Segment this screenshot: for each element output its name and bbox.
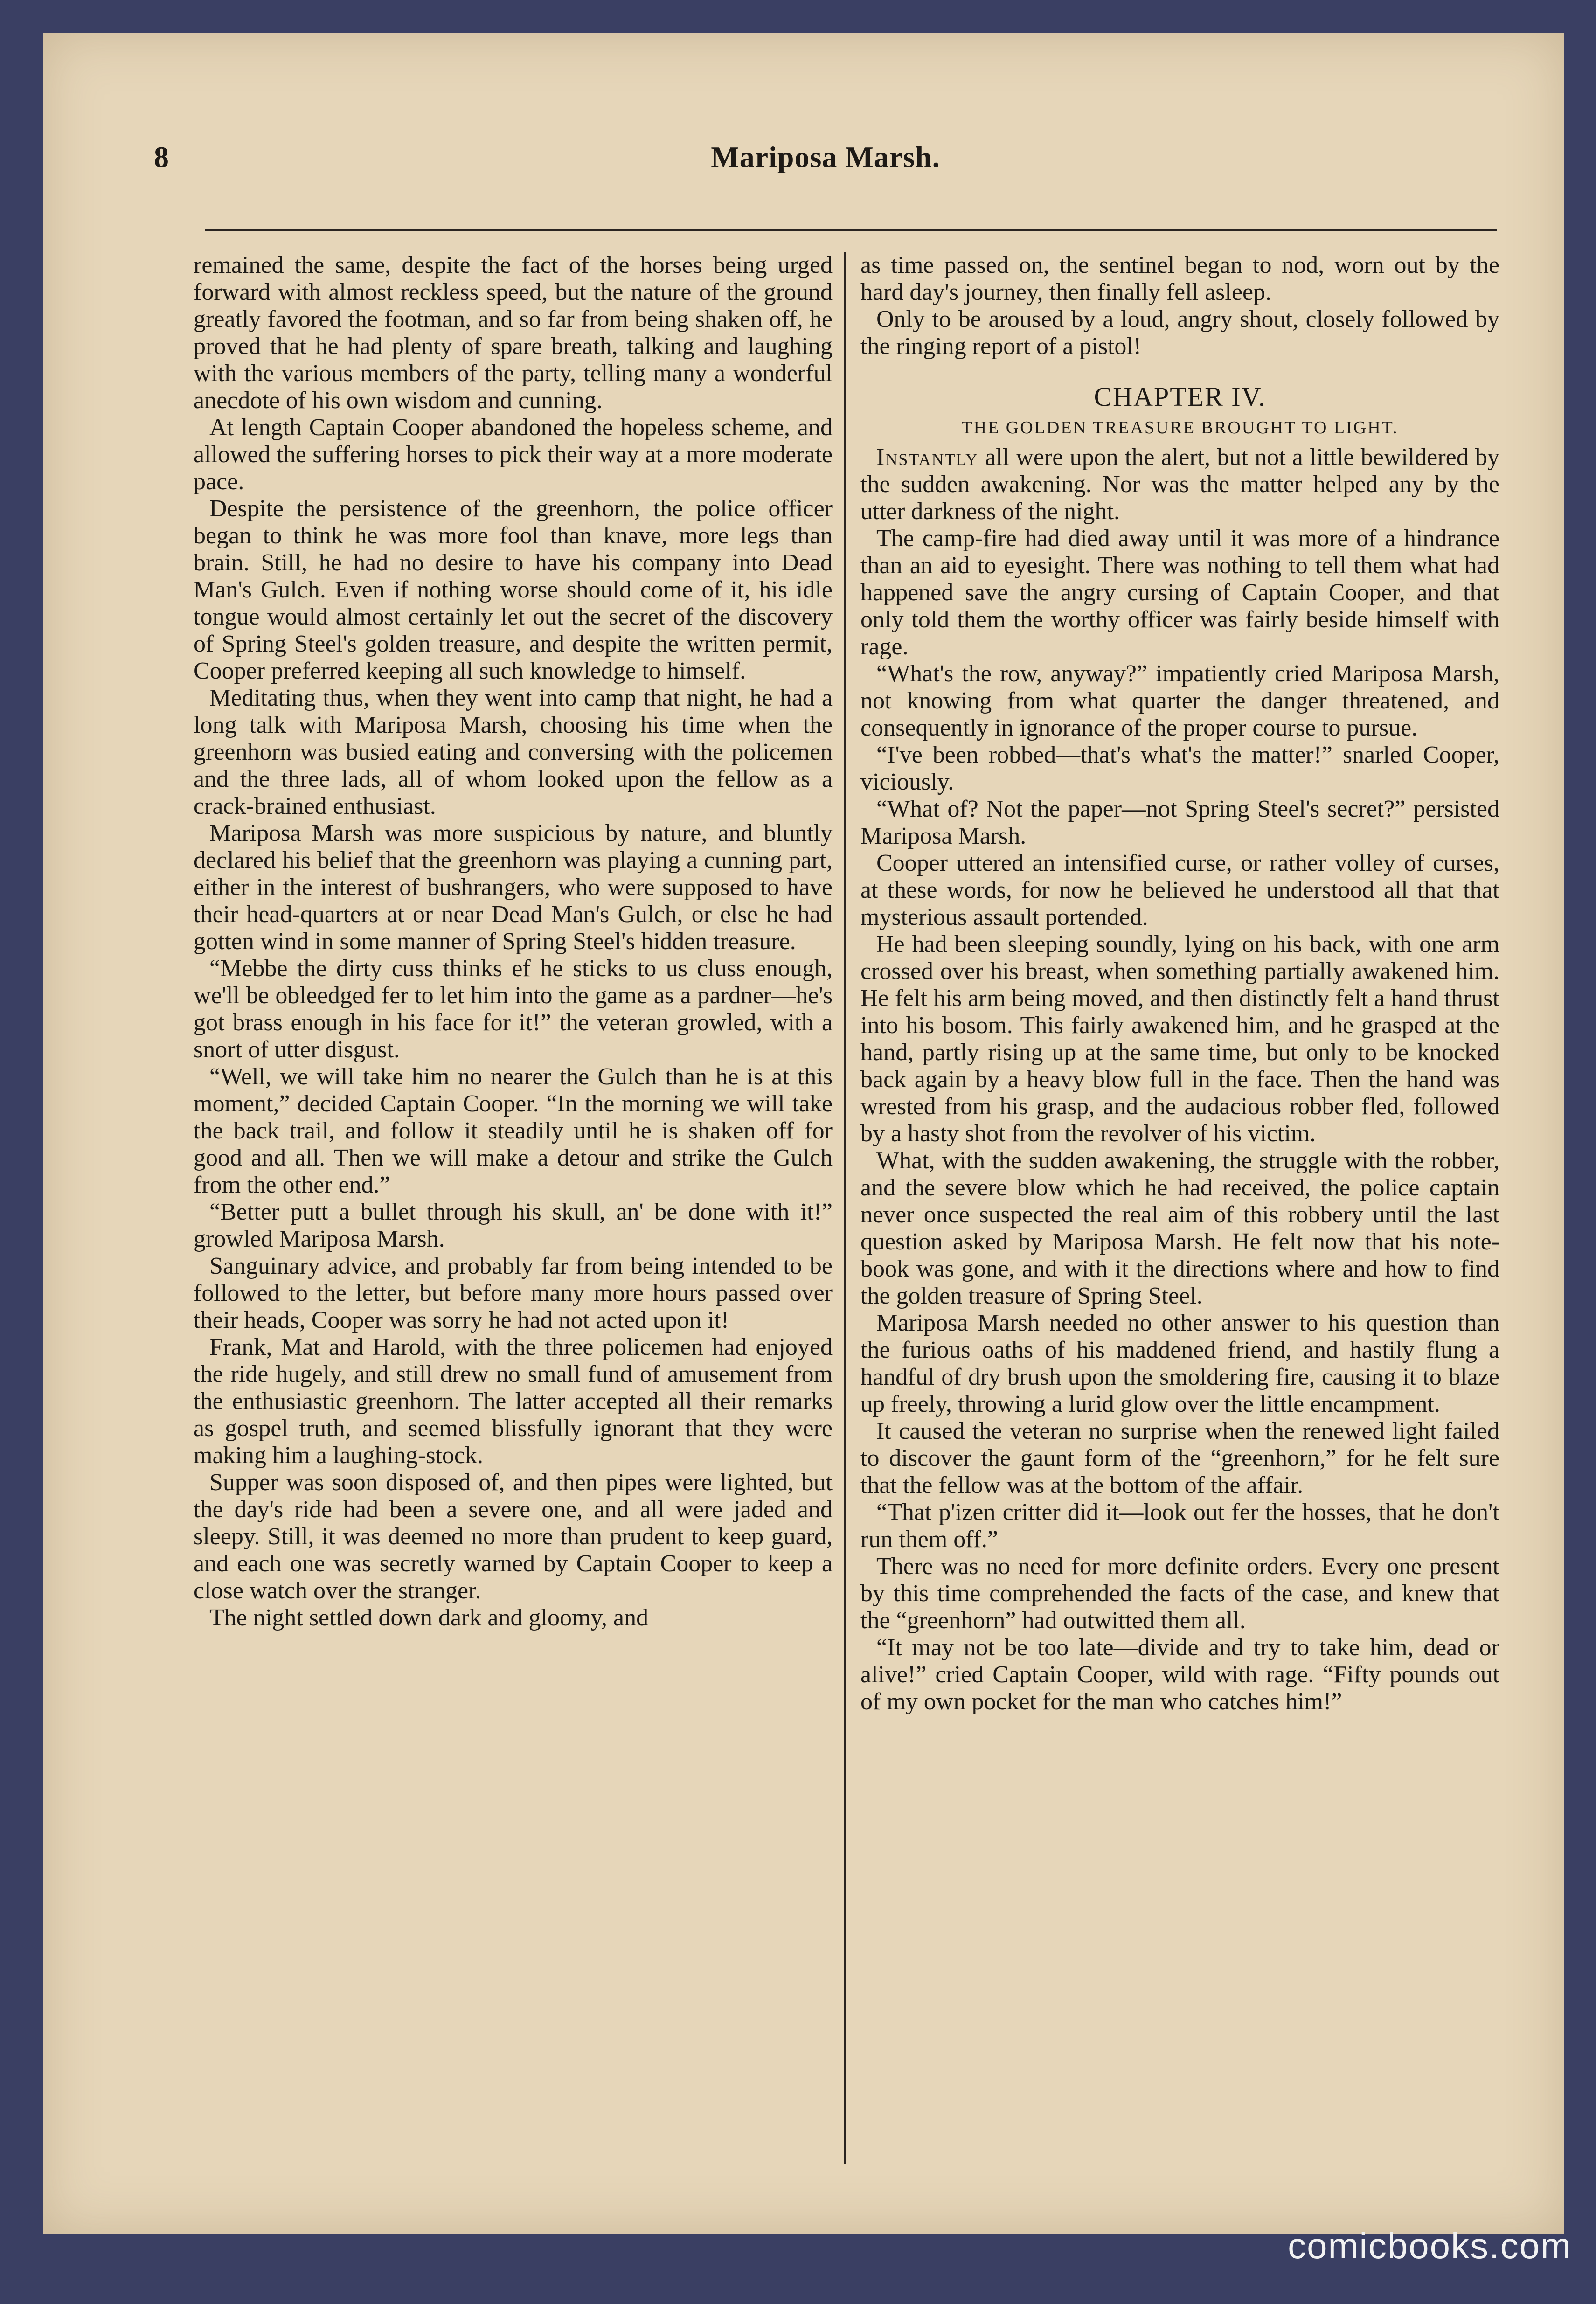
running-title: Mariposa Marsh.	[711, 140, 940, 173]
paragraph: “Better putt a bullet through his skull, an' be done with it!” growled Mariposa Marsh.	[194, 1199, 833, 1252]
paragraph: Mariposa Marsh was more suspicious by nature, and bluntly declared his belief that the greenhorn was playing a cunning part, either in the interest of bushrangers, who were supposed to have their head-quarters at or near Dead Man's Gulch, or else he had gotten wind in some manner of Spring Steel's hidden treasure.	[194, 820, 833, 955]
chapter-opening-paragraph	[860, 444, 1499, 525]
paragraph: It caused the veteran no surprise when the renewed light failed to discover the gaunt form of the “greenhorn,” for he felt sure that the fellow was at the bottom of the affair.	[860, 1418, 1499, 1499]
paragraph: “That p'izen critter did it—look out fer the hosses, that he don't run them off.”	[860, 1499, 1499, 1553]
paragraph: Sanguinary advice, and probably far from being intended to be followed to the letter, but before many more hours passed over their heads, Cooper was sorry he had not acted upon it!	[194, 1253, 833, 1333]
page-number: 8	[154, 140, 169, 173]
watermark: comicbooks.com	[1288, 2225, 1572, 2266]
paragraph: “Well, we will take him no nearer the Gulch than he is at this moment,” decided Captain Cooper. “In the morning we will take the back trail, and follow it steadily until he is shaken off for good and all. Then we will make a detour and strike the Gulch from the other end.”	[194, 1063, 833, 1198]
opening-text: all were upon the alert, but not a little bewildered by the sudden awakening. Nor was the matter helped any by the utter darkness of the night.	[860, 444, 1499, 525]
paragraph: as time passed on, the sentinel began to nod, worn out by the hard day's journey, then finally fell asleep.	[860, 252, 1499, 305]
paragraph: The camp-fire had died away until it was more of a hindrance than an aid to eyesight. There was nothing to tell them what had happened save the angry cursing of Captain Cooper, and that only told them the worthy officer was fairly beside himself with rage.	[860, 525, 1499, 660]
right-column	[860, 252, 1499, 2183]
paragraph: At length Captain Cooper abandoned the hopeless scheme, and allowed the suffering horses to pick their way at a more moderate pace.	[194, 414, 833, 495]
paragraph: There was no need for more definite orders. Every one present by this time comprehended the facts of the case, and knew that the “greenhorn” had outwitted them all.	[860, 1553, 1499, 1634]
paragraph: “What of? Not the paper—not Spring Steel's secret?” persisted Mariposa Marsh.	[860, 796, 1499, 849]
paragraph: Meditating thus, when they went into camp that night, he had a long talk with Mariposa Marsh, choosing his time when the greenhorn was busied eating and conversing with the policemen and the three lads, all of whom looked upon the fellow as a crack-brained enthusiast.	[194, 685, 833, 819]
paragraph: Frank, Mat and Harold, with the three policemen had enjoyed the ride hugely, and still drew no small fund of amusement from the enthusiastic greenhorn. The latter accepted all their remarks as gospel truth, and seemed blissfully ignorant that they were making him a laughing-stock.	[194, 1334, 833, 1469]
paragraph: Only to be aroused by a loud, angry shout, closely followed by the ringing report of a pistol!	[860, 306, 1499, 360]
paragraph: “Mebbe the dirty cuss thinks ef he sticks to us cluss enough, we'll be obleedged fer to let him into the game as a pardner—he's got brass enough in his face for it!” the veteran growled, with a snort of utter disgust.	[194, 955, 833, 1063]
paragraph: Mariposa Marsh needed no other answer to his question than the furious oaths of his maddened friend, and hastily flung a handful of dry brush upon the smoldering fire, causing it to blaze up freely, throwing a lurid glow over the little encampment.	[860, 1310, 1499, 1417]
paragraph: “It may not be too late—divide and try to take him, dead or alive!” cried Captain Cooper, wild with rage. “Fifty pounds out of my own pocket for the man who catches him!”	[860, 1634, 1499, 1715]
column-divider	[844, 252, 846, 2164]
paragraph: What, with the sudden awakening, the struggle with the robber, and the severe blow which he had received, the police captain never once suspected the real aim of this robbery until the last question asked by Mariposa Marsh. He felt now that his note-book was gone, and with it the directions where and how to find the golden treasure of Spring Steel.	[860, 1147, 1499, 1309]
paragraph: The night settled down dark and gloomy, and	[209, 1604, 649, 1631]
paragraph: “I've been robbed—that's what's the matter!” snarled Cooper, viciously.	[860, 742, 1499, 795]
header-rule	[205, 229, 1497, 231]
paragraph: Cooper uttered an intensified curse, or rather volley of curses, at these words, for now he believed he understood all that that mysterious assault portended.	[860, 850, 1499, 930]
paragraph: Despite the persistence of the greenhorn, the police officer began to think he was more fool than knave, more legs than brain. Still, he had no desire to have his company into Dead Man's Gulch. Even if nothing worse should come of it, his idle tongue would almost certainly let out the secret of the discovery of Spring Steel's golden treasure, and despite the written permit, Cooper preferred keeping all such knowledge to himself.	[194, 495, 833, 684]
paragraph: “What's the row, anyway?” impatiently cried Mariposa Marsh, not knowing from what quarter the danger threatened, and consequently in ignorance of the proper course to pursue.	[860, 660, 1499, 741]
opening-word: Instantly	[876, 444, 978, 471]
left-column	[194, 252, 833, 2183]
paragraph: Supper was soon disposed of, and then pipes were lighted, but the day's ride had been a severe one, and all were jaded and sleepy. Still, it was deemed no more than prudent to keep guard, and each one was secretly warned by Captain Cooper to keep a close watch over the stranger.	[194, 1469, 833, 1604]
chapter-subtitle: THE GOLDEN TREASURE BROUGHT TO LIGHT.	[961, 418, 1399, 437]
page-header	[154, 140, 1497, 196]
paragraph: remained the same, despite the fact of the horses being urged forward with almost reckless speed, but the nature of the ground greatly favored the footman, and so far from being shaken off, he proved that he had plenty of spare breath, talking and laughing with the various members of the party, telling many a wonderful anecdote of his own wisdom and cunning.	[194, 252, 833, 414]
paragraph: He had been sleeping soundly, lying on his back, with one arm crossed over his breast, when something partially awakened him. He felt his arm being moved, and then distinctly felt a hand thrust into his bosom. This fairly awakened him, and he grasped at the hand, partly rising up at the same time, but only to be knocked back again by a heavy blow full in the face. Then the hand was wrested from his grasp, and the audacious robber fled, followed by a hasty shot from the revolver of his victim.	[860, 931, 1499, 1147]
chapter-title: CHAPTER IV.	[1094, 382, 1266, 412]
